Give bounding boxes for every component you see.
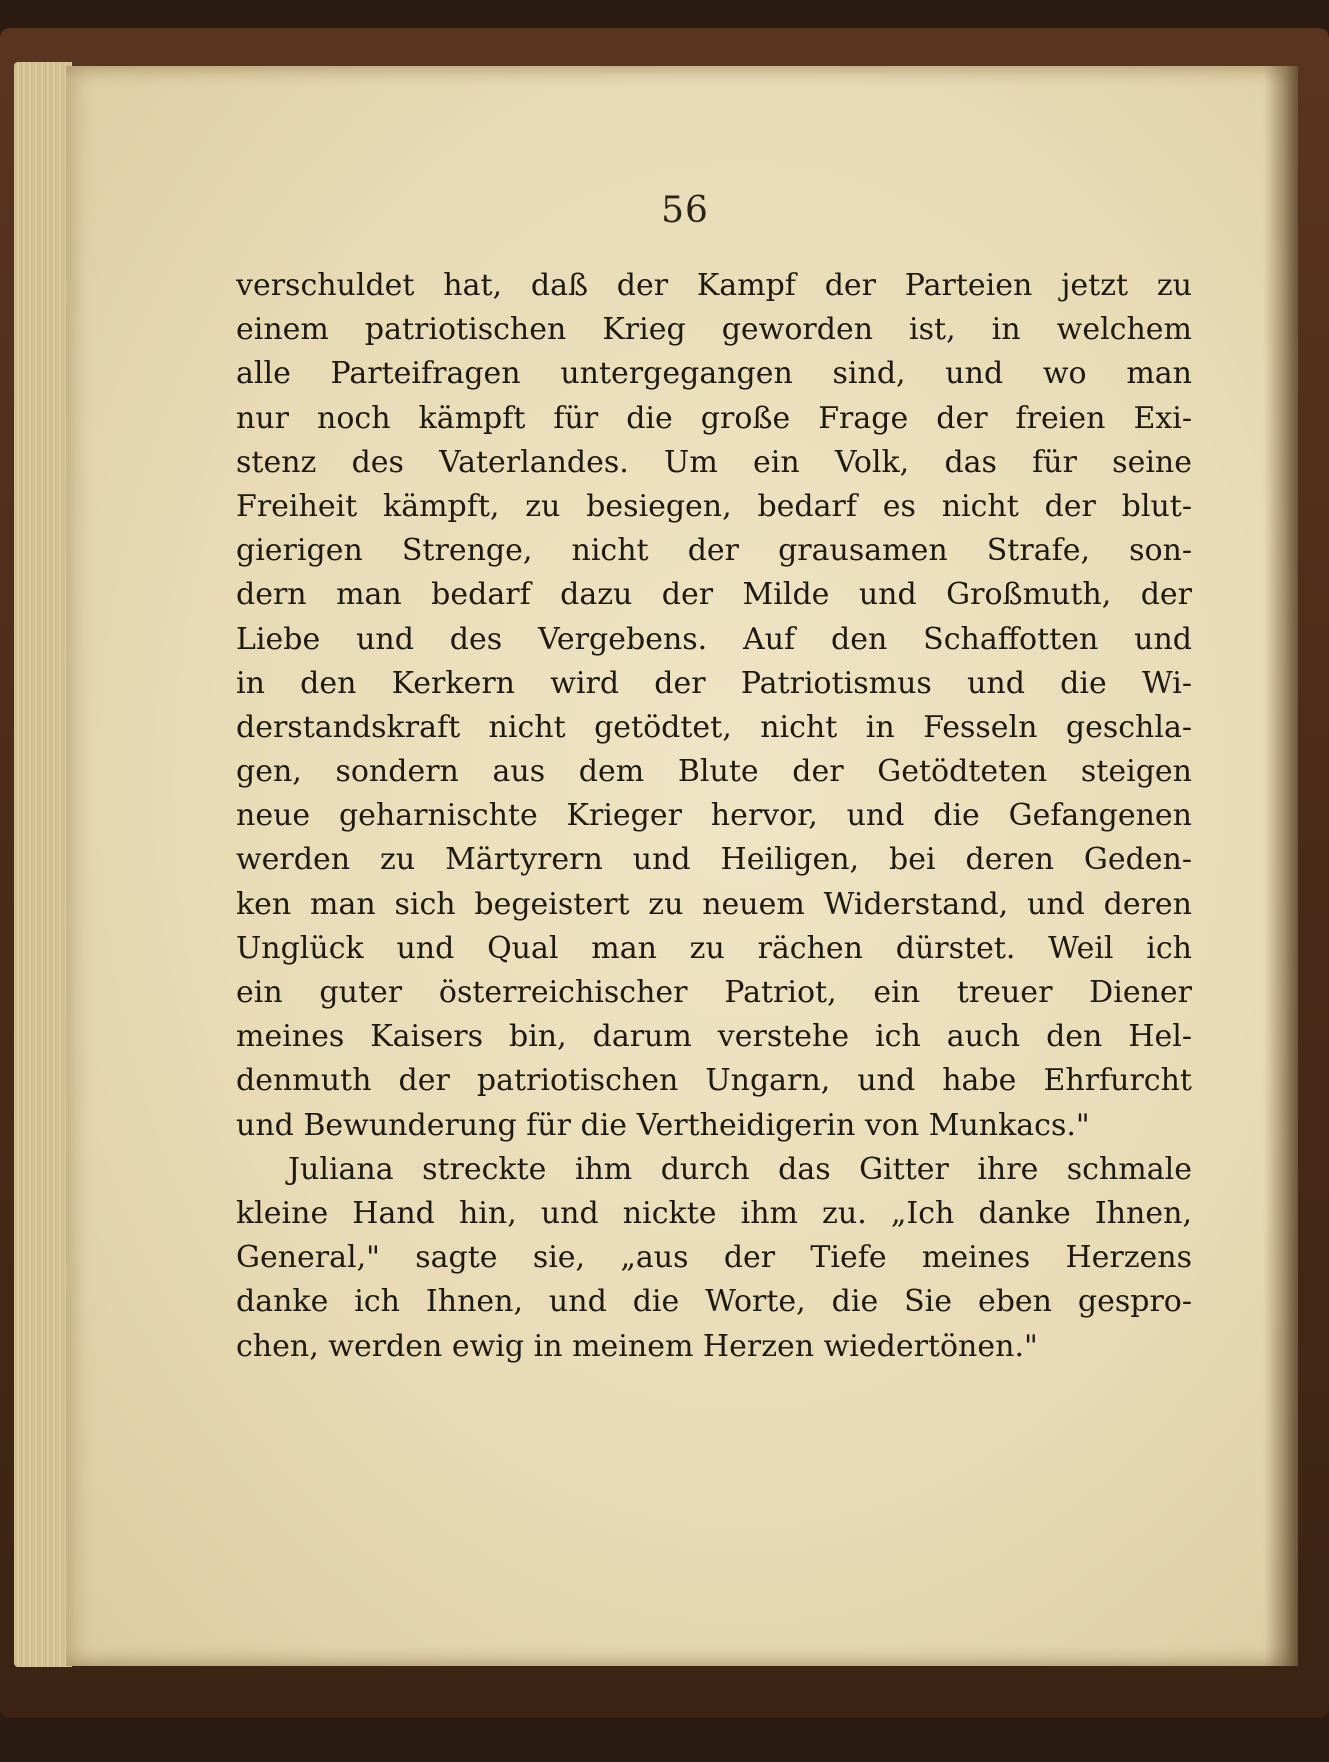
text-line: ein guter österreichischer Patriot, ein treuer Diener	[236, 975, 1192, 1010]
text-line: chen, werden ewig in meinem Herzen wiedertönen."	[236, 1328, 1038, 1364]
text-line: Liebe und des Vergebens. Auf den Schaffotten und	[236, 621, 1192, 657]
text-line: gierigen Strenge, nicht der grausamen Strafe, son-	[236, 533, 1192, 569]
page-edges	[14, 62, 72, 1667]
text-line: werden zu Märtyrern und Heiligen, bei deren Geden-	[236, 842, 1192, 878]
text-line: Unglück und Qual man zu rächen dürstet. Weil ich	[236, 930, 1192, 966]
text-line: stenz des Vaterlandes. Um ein Volk, das für seine	[236, 444, 1192, 480]
text-line: gen, sondern aus dem Blute der Getödteten steigen	[236, 754, 1192, 790]
text-line: nur noch kämpft für die große Frage der freien Exi-	[236, 400, 1192, 436]
text-line: danke ich Ihnen, und die Worte, die Sie eben gespro-	[236, 1284, 1192, 1320]
text-line: Freiheit kämpft, zu besiegen, bedarf es nicht der blut-	[236, 488, 1192, 524]
text-line: neue geharnischte Krieger hervor, und die Gefangenen	[236, 798, 1192, 834]
page-gutter	[1264, 66, 1298, 1666]
page-number: 56	[661, 190, 709, 231]
text-line: General," sagte sie, „aus der Tiefe meines Herzens	[236, 1240, 1192, 1276]
text-line: denmuth der patriotischen Ungarn, und habe Ehrfurcht	[236, 1063, 1192, 1099]
text-line: alle Parteifragen untergegangen sind, und wo man	[236, 356, 1192, 392]
text-line: dern man bedarf dazu der Milde und Großmuth, der	[236, 577, 1192, 613]
text-line: meines Kaisers bin, darum verstehe ich auch den Hel-	[236, 1019, 1192, 1055]
text-line: Juliana streckte ihm durch das Gitter ihre schmale	[288, 1151, 1192, 1187]
text-line: kleine Hand hin, und nickte ihm zu. „Ich danke Ihnen,	[236, 1195, 1192, 1231]
text-line: ken man sich begeistert zu neuem Widerstand, und deren	[236, 886, 1192, 922]
text-line: einem patriotischen Krieg geworden ist, in welchem	[236, 312, 1192, 348]
text-line: derstandskraft nicht getödtet, nicht in Fesseln geschla-	[236, 709, 1192, 745]
text-line: verschuldet hat, daß der Kampf der Parteien jetzt zu	[236, 268, 1192, 303]
text-line: und Bewunderung für die Vertheidigerin von Munkacs."	[236, 1107, 1090, 1143]
text-line: in den Kerkern wird der Patriotismus und die Wi-	[236, 665, 1192, 701]
body-text	[236, 264, 1192, 1369]
